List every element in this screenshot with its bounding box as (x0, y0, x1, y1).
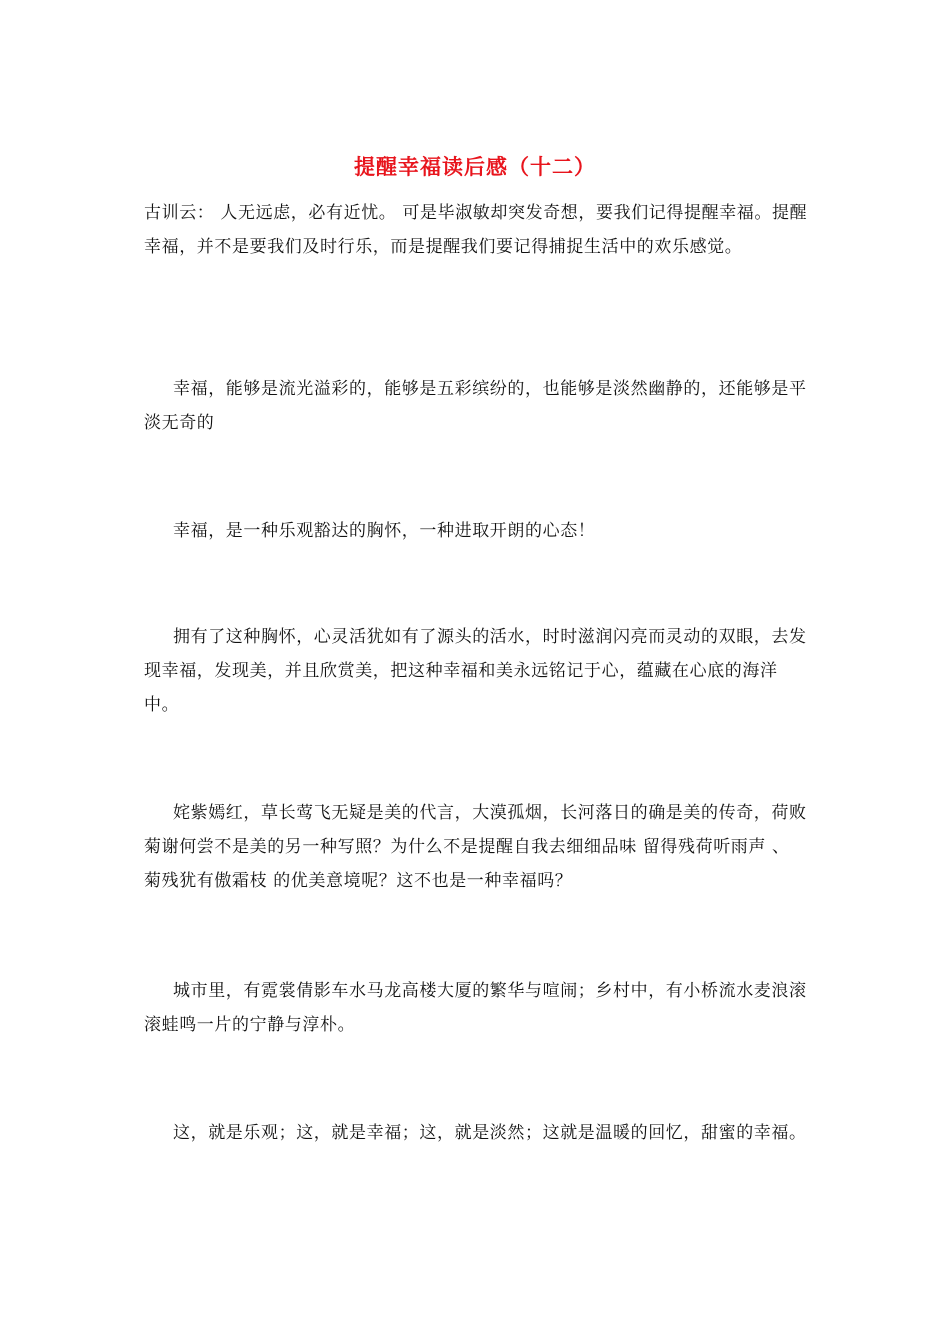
paragraph-discover-beauty: 拥有了这种胸怀，心灵活犹如有了源头的活水，时时滋润闪亮而灵动的双眼，去发现幸福，发现美，并且欣赏美，把这种幸福和美永远铭记于心，蕴藏在心底的海洋中。 (144, 627, 807, 715)
document-title: 提醒幸福读后感（十二） (354, 154, 596, 179)
paragraph-beauty-examples: 姹紫嫣红，草长莺飞无疑是美的代言，大漠孤烟，长河落日的确是美的传奇，荷败菊谢何尝不是美的另一种写照？为什么不是提醒自我去细细品味 留得残荷听雨声 、 菊残犹有傲霜枝 的优美意境呢？这不也是一种幸福吗？ (144, 803, 807, 891)
paragraph-conclusion: 这，就是乐观；这，就是幸福；这，就是淡然；这就是温暖的回忆，甜蜜的幸福。 (173, 1123, 807, 1143)
paragraph-happiness-mindset: 幸福，是一种乐观豁达的胸怀，一种进取开朗的心态！ (173, 521, 596, 541)
paragraph-happiness-forms: 幸福，能够是流光溢彩的，能够是五彩缤纷的，也能够是淡然幽静的，还能够是平淡无奇的 (144, 379, 807, 433)
paragraph-intro: 古训云： 人无远虑，必有近忧。 可是毕淑敏却突发奇想，要我们记得提醒幸福。提醒幸福，并不是要我们及时行乐，而是提醒我们要记得捕捉生活中的欢乐感觉。 (144, 203, 808, 257)
paragraph-city-village: 城市里，有霓裳倩影车水马龙高楼大厦的繁华与喧闹；乡村中，有小桥流水麦浪滚滚蛙鸣一片的宁静与淳朴。 (144, 981, 807, 1035)
